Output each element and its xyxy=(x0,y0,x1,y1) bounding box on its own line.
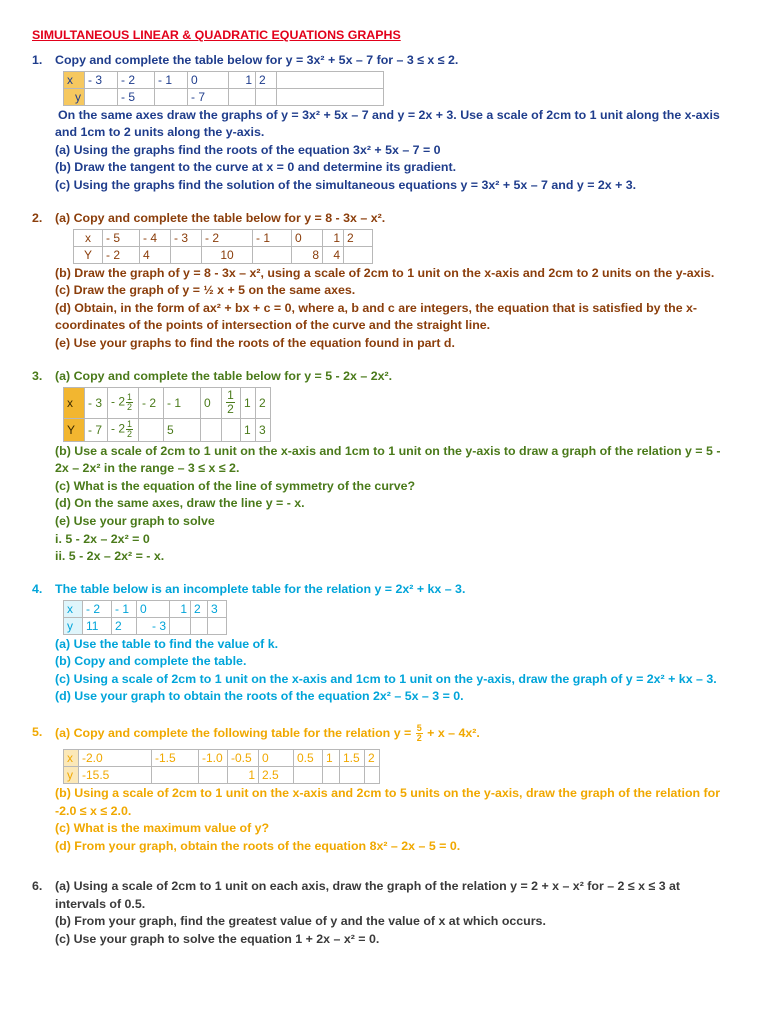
q5-part-b: (b) Using a scale of 2cm to 1 unit on the x-axis and 2cm to 5 units on the y-axis, draw the graph of the relation for -2.0 ≤ x ≤ 2.0. xyxy=(55,786,721,818)
table-cell: Y xyxy=(74,246,103,263)
table-cell: 0.5 xyxy=(294,750,323,767)
table-cell: - 5 xyxy=(103,229,140,246)
q2-part-d: (d) Obtain, in the form of ax² + bx + c = 0, where a, b and c are integers, the equation that is satisfied by the x-coordinates of the points of intersection of the curve and the straight line. xyxy=(55,300,698,333)
table-cell xyxy=(191,617,208,634)
q3-part-e: (e) Use your graph to solve xyxy=(55,513,215,528)
q2-table xyxy=(73,229,373,264)
table-cell xyxy=(277,71,384,88)
table-cell xyxy=(277,88,384,105)
q5-table xyxy=(63,749,380,784)
table-cell: x xyxy=(64,600,83,617)
table-cell: x xyxy=(64,750,79,767)
q4-part-d: (d) Use your graph to obtain the roots of the equation 2x² – 5x – 3 = 0. xyxy=(55,689,464,704)
q3-part-a: (a) Copy and complete the table below for y = 5 - 2x – 2x². xyxy=(55,369,393,383)
table-cell: 2 xyxy=(365,750,380,767)
table-cell: 1 xyxy=(241,418,256,441)
table-cell xyxy=(323,767,340,784)
table-cell: - 3 xyxy=(171,229,202,246)
q3-part-d: (d) On the same axes, draw the line y = - x. xyxy=(55,496,305,511)
table-cell: - 2 xyxy=(202,229,253,246)
q6-part-a: (a) Using a scale of 2cm to 1 unit on each axis, draw the graph of the relation y = 2 + x – x² for – 2 ≤ x ≤ 3 at intervals of 0.5. xyxy=(55,879,681,911)
q1-part-b: (b) Draw the tangent to the curve at x = 0 and determine its gradient. xyxy=(55,160,457,175)
table-cell xyxy=(222,387,241,418)
q2-part-e: (e) Use your graphs to find the roots of the equation found in part d. xyxy=(55,335,455,350)
q5-part-a-text: (a) Copy and complete the following table for the relation y = xyxy=(55,725,415,740)
table-row xyxy=(64,418,271,441)
table-cell xyxy=(222,418,241,441)
table-cell: - 7 xyxy=(188,88,229,105)
table-cell: 10 xyxy=(202,246,253,263)
table-cell xyxy=(152,767,199,784)
table-cell: -1.5 xyxy=(152,750,199,767)
q5-part-d: (d) From your graph, obtain the roots of the equation 8x² – 2x – 5 = 0. xyxy=(55,838,461,853)
table-cell xyxy=(85,88,118,105)
table-cell: 0 xyxy=(292,229,323,246)
table-cell: 0 xyxy=(259,750,294,767)
table-cell: 2 xyxy=(191,600,208,617)
fraction xyxy=(416,724,423,743)
fraction: $\frac{1}{2}$ xyxy=(227,388,234,417)
q3-part-c: (c) What is the equation of the line of symmetry of the curve? xyxy=(55,478,416,493)
q2-part-a: (a) Copy and complete the table below for y = 8 - 3x – x². xyxy=(55,211,386,225)
q3-part-e-i: i. 5 - 2x – 2x² = 0 xyxy=(55,531,150,546)
table-cell xyxy=(199,767,228,784)
q3-part-b: (b) Use a scale of 2cm to 1 unit on the x-axis and 1cm to 1 unit on the y-axis to draw a graph of the relation y = 5 - 2x – 2x² in the range – 3 ≤ x ≤ 2. xyxy=(55,443,721,476)
question-number: 5. xyxy=(32,725,43,739)
table-cell xyxy=(139,418,164,441)
table-cell: 1 xyxy=(228,767,259,784)
table-cell: 4 xyxy=(323,246,344,263)
table-cell: - 1 xyxy=(112,600,137,617)
table-cell xyxy=(340,767,365,784)
q5-part-a xyxy=(55,724,732,743)
table-cell: -2.0 xyxy=(79,750,152,767)
table-cell: 2 xyxy=(344,229,373,246)
page-title: SIMULTANEOUS LINEAR & QUADRATIC EQUATIONS GRAPHS xyxy=(32,28,401,42)
table-cell: - 2 $\frac{1}{2}$ xyxy=(108,387,139,418)
q4-part-b: (b) Copy and complete the table. xyxy=(55,654,247,669)
table-cell: x xyxy=(74,229,103,246)
table-cell: 1 xyxy=(323,750,340,767)
question-6 xyxy=(32,878,732,948)
table-row xyxy=(64,750,380,767)
table-cell xyxy=(201,418,222,441)
q4-part-c: (c) Using a scale of 2cm to 1 unit on the x-axis and 1cm to 1 unit on the y-axis, draw the graph of y = 2x² + kx – 3. xyxy=(55,671,717,686)
table-cell: - 4 xyxy=(140,229,171,246)
table-cell: y xyxy=(64,767,79,784)
question-4 xyxy=(32,581,732,706)
table-cell: 2.5 xyxy=(259,767,294,784)
table-cell xyxy=(256,88,277,105)
table-cell: - 3 xyxy=(85,71,118,88)
q6-part-c: (c) Use your graph to solve the equation 1 + 2x – x² = 0. xyxy=(55,931,380,946)
q5-part-a-tail: + x – 4x². xyxy=(423,725,480,740)
table-cell: y xyxy=(64,88,85,105)
question-number: 6. xyxy=(32,879,43,893)
q1-intro: Copy and complete the table below for y = 3x² + 5x – 7 for – 3 ≤ x ≤ 2. xyxy=(55,53,459,67)
table-cell xyxy=(155,88,188,105)
table-cell: 5 xyxy=(164,418,201,441)
table-cell: - 1 xyxy=(164,387,201,418)
fraction-denominator: 2 xyxy=(416,733,422,743)
table-cell: 4 xyxy=(140,246,171,263)
table-cell: - 1 xyxy=(253,229,292,246)
table-cell: 3 xyxy=(208,600,227,617)
table-cell: 2 xyxy=(256,387,271,418)
table-cell: x xyxy=(64,71,85,88)
q1-instructions: On the same axes draw the graphs of y = 3x² + 5x – 7 and y = 2x + 3. Use a scale of 2cm to 1 unit along the x-axis and 1cm to 2 units along the y-axis. xyxy=(55,107,720,140)
q2-part-c: (c) Draw the graph of y = ½ x + 5 on the same axes. xyxy=(55,283,356,298)
q1-table xyxy=(63,71,384,106)
table-cell: Y xyxy=(64,418,85,441)
question-number: 4. xyxy=(32,582,43,596)
table-cell: -15.5 xyxy=(79,767,152,784)
table-cell: y xyxy=(64,617,83,634)
table-cell xyxy=(253,246,292,263)
question-5 xyxy=(32,724,732,855)
fraction: $\frac{1}{2}$ xyxy=(127,419,133,440)
table-cell xyxy=(365,767,380,784)
table-cell: 11 xyxy=(83,617,112,634)
table-cell: - 2 xyxy=(83,600,112,617)
q5-part-c: (c) What is the maximum value of y? xyxy=(55,821,270,836)
table-cell: -1.0 xyxy=(199,750,228,767)
question-number: 1. xyxy=(32,53,43,67)
table-cell: 2 xyxy=(256,71,277,88)
table-row xyxy=(64,88,384,105)
table-row xyxy=(64,71,384,88)
table-cell: -0.5 xyxy=(228,750,259,767)
table-cell: 1 xyxy=(241,387,256,418)
table-cell: - 5 xyxy=(118,88,155,105)
table-cell: - 2 xyxy=(103,246,140,263)
table-cell: - 2 xyxy=(139,387,164,418)
table-cell xyxy=(171,246,202,263)
q4-table xyxy=(63,600,227,635)
table-cell: 1 xyxy=(323,229,344,246)
question-number: 3. xyxy=(32,369,43,383)
table-cell: - 7 xyxy=(85,418,108,441)
q4-part-a: (a) Use the table to find the value of k. xyxy=(55,636,279,651)
table-cell xyxy=(344,246,373,263)
table-cell: - 2 xyxy=(118,71,155,88)
table-cell: 2 xyxy=(112,617,137,634)
fraction: $\frac{1}{2}$ xyxy=(127,392,133,413)
table-cell: 1.5 xyxy=(340,750,365,767)
table-cell xyxy=(294,767,323,784)
table-cell: - 3 xyxy=(137,617,170,634)
question-2 xyxy=(32,210,732,353)
q4-intro: The table below is an incomplete table for the relation y = 2x² + kx – 3. xyxy=(55,582,466,596)
table-cell: 3 xyxy=(256,418,271,441)
table-cell xyxy=(170,617,191,634)
table-cell: - 1 xyxy=(155,71,188,88)
table-cell: 0 xyxy=(201,387,222,418)
question-3 xyxy=(32,368,732,566)
q1-part-c: (c) Using the graphs find the solution of the simultaneous equations y = 3x² + 5x – 7 and y = 2x + 3. xyxy=(55,177,637,192)
table-row xyxy=(64,617,227,634)
table-row xyxy=(64,387,271,418)
question-number: 2. xyxy=(32,211,43,225)
table-row xyxy=(64,600,227,617)
table-row xyxy=(74,246,373,263)
q3-table xyxy=(63,387,271,442)
table-cell: 1 xyxy=(170,600,191,617)
table-cell: x xyxy=(64,387,85,418)
question-1 xyxy=(32,52,732,195)
table-row xyxy=(64,767,380,784)
table-cell xyxy=(208,617,227,634)
table-cell: 8 xyxy=(292,246,323,263)
table-cell: - 2 $\frac{1}{2}$ xyxy=(108,418,139,441)
table-cell: 0 xyxy=(137,600,170,617)
q2-part-b: (b) Draw the graph of y = 8 - 3x – x², using a scale of 2cm to 1 unit on the x-axis and 2cm to 2 units on the y-axis. xyxy=(55,265,715,280)
table-cell: - 3 xyxy=(85,387,108,418)
table-cell: 0 xyxy=(188,71,229,88)
table-cell: 1 xyxy=(229,71,256,88)
table-cell xyxy=(229,88,256,105)
table-row xyxy=(74,229,373,246)
q3-part-e-ii: ii. 5 - 2x – 2x² = - x. xyxy=(55,549,165,564)
q1-part-a: (a) Using the graphs find the roots of the equation 3x² + 5x – 7 = 0 xyxy=(55,142,441,157)
fraction-numerator: 5 xyxy=(416,723,422,733)
q6-part-b: (b) From your graph, find the greatest value of y and the value of x at which occurs. xyxy=(55,914,546,929)
